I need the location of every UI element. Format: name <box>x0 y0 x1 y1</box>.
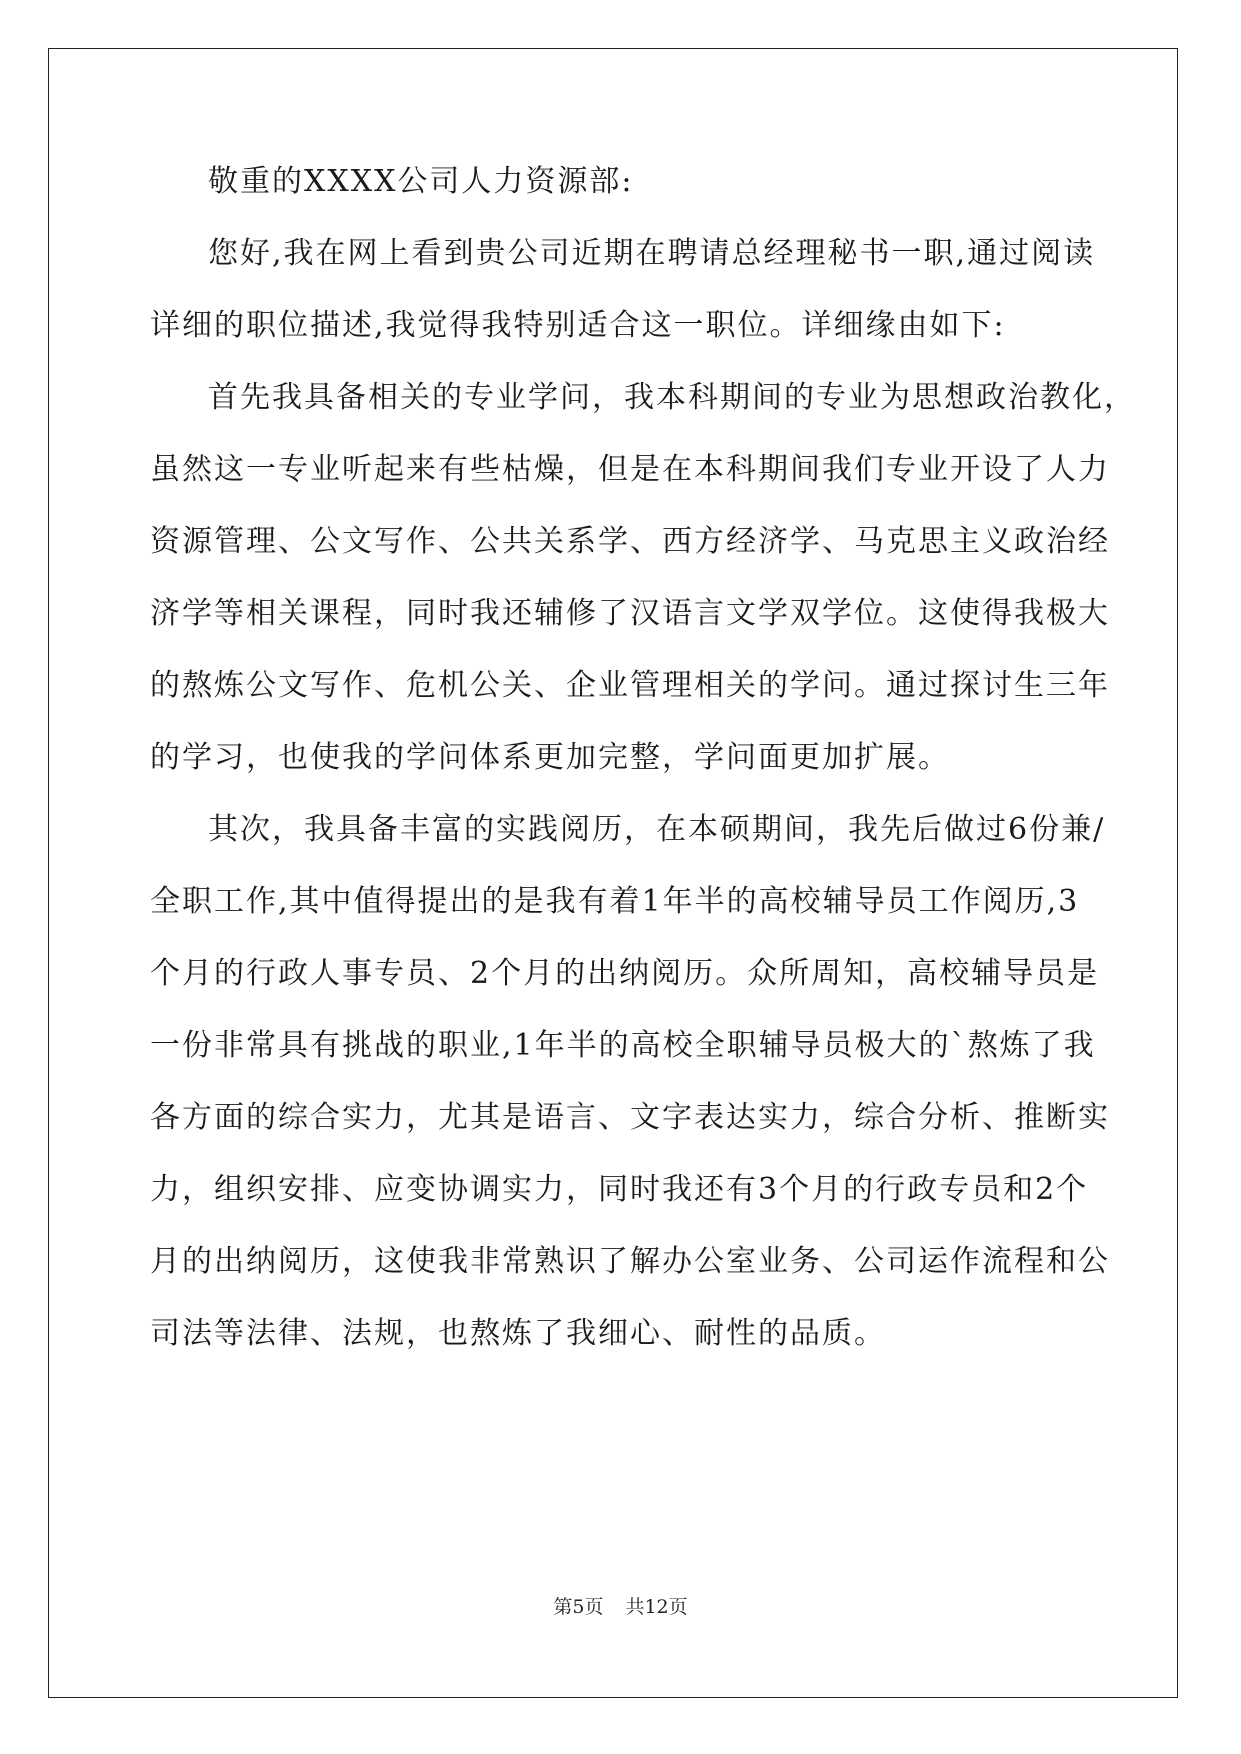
paragraph-line: 的熬炼公文写作、危机公关、企业管理相关的学问。通过探讨生三年 <box>150 668 1110 703</box>
paragraph-line: 个月的行政人事专员、2个月的出纳阅历。众所周知，高校辅导员是 <box>150 956 1100 991</box>
paragraph-line: 虽然这一专业听起来有些枯燥，但是在本科期间我们专业开设了人力 <box>150 452 1110 487</box>
paragraph-line: 济学等相关课程，同时我还辅修了汉语言文学双学位。这使得我极大 <box>150 596 1110 631</box>
paragraph-line: 力，组织安排、应变协调实力，同时我还有3个月的行政专员和2个 <box>150 1172 1089 1207</box>
page-border <box>48 48 1178 1698</box>
paragraph-line: 您好,我在网上看到贵公司近期在聘请总经理秘书一职,通过阅读 <box>208 236 1096 271</box>
page-number: 第5页 <box>553 1596 604 1618</box>
salutation-line: 敬重的XXXX公司人力资源部: <box>208 164 634 199</box>
paragraph-line: 司法等法律、法规，也熬炼了我细心、耐性的品质。 <box>150 1316 886 1351</box>
paragraph-line: 各方面的综合实力，尤其是语言、文字表达实力，综合分析、推断实 <box>150 1100 1110 1135</box>
page-total: 共12页 <box>625 1596 688 1618</box>
paragraph-line: 其次，我具备丰富的实践阅历，在本硕期间，我先后做过6份兼/ <box>208 812 1106 847</box>
paragraph-line: 首先我具备相关的专业学问，我本科期间的专业为思想政治教化， <box>208 380 1136 415</box>
paragraph-line: 资源管理、公文写作、公共关系学、西方经济学、马克思主义政治经 <box>150 524 1110 559</box>
paragraph-line: 详细的职位描述,我觉得我特别适合这一职位。详细缘由如下: <box>150 308 1006 343</box>
paragraph-line: 一份非常具有挑战的职业,1年半的高校全职辅导员极大的`熬炼了我 <box>150 1028 1096 1063</box>
paragraph-line: 月的出纳阅历，这使我非常熟识了解办公室业务、公司运作流程和公 <box>150 1244 1110 1279</box>
page-footer <box>0 1595 1241 1619</box>
paragraph-line: 全职工作,其中值得提出的是我有着1年半的高校辅导员工作阅历,3 <box>150 884 1080 919</box>
paragraph-line: 的学习，也使我的学问体系更加完整，学问面更加扩展。 <box>150 740 950 775</box>
